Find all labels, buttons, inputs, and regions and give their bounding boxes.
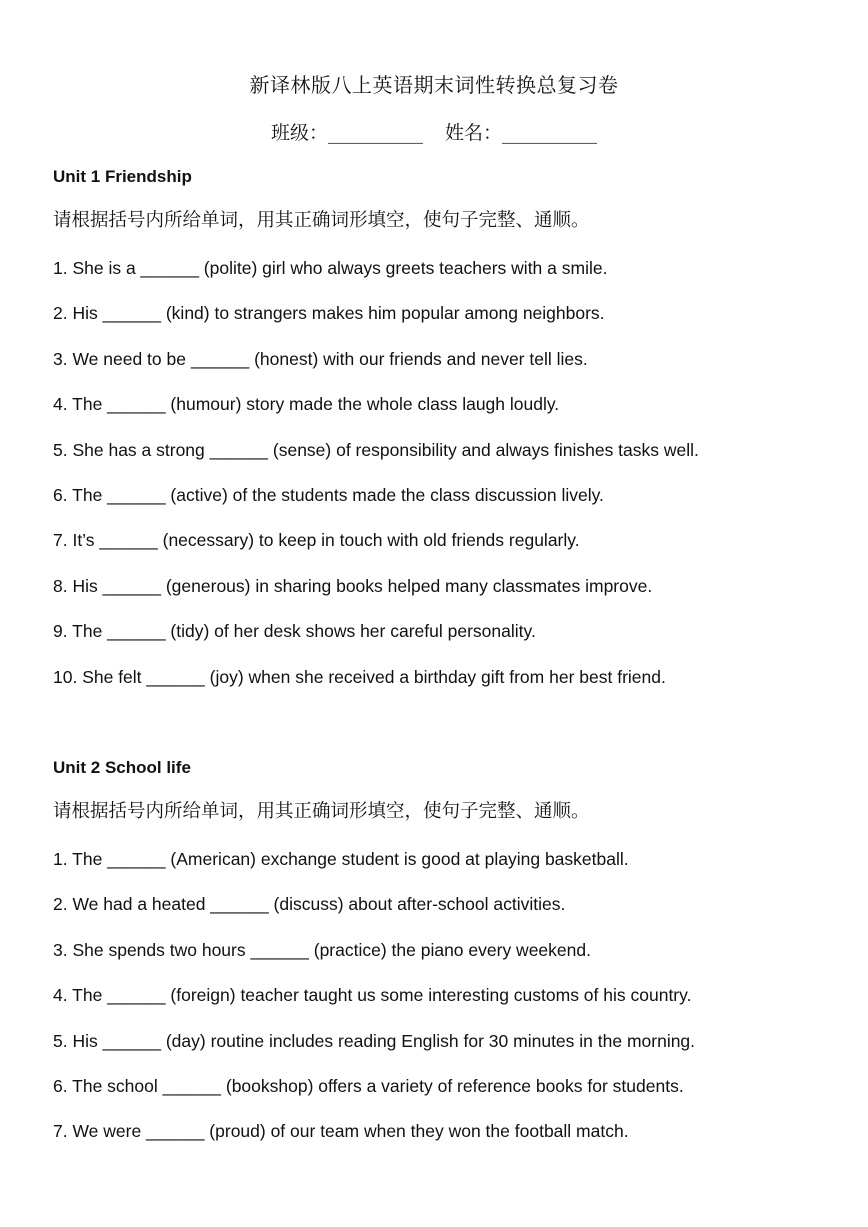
question-item: 1. The ______ (American) exchange student is good at playing basketball. — [53, 849, 629, 869]
question-item: 9. The ______ (tidy) of her desk shows her careful personality. — [53, 621, 536, 642]
question-item: 6. The school ______ (bookshop) offers a variety of reference books for students. — [53, 1075, 684, 1096]
question-item: 1. She is a ______ (polite) girl who always greets teachers with a smile. — [53, 258, 608, 278]
question-item: 8. His ______ (generous) in sharing books helped many classmates improve. — [53, 575, 653, 596]
question-item: 5. She has a strong ______ (sense) of responsibility and always finishes tasks well. — [53, 439, 699, 460]
question-item: 3. She spends two hours ______ (practice) the piano every weekend. — [53, 939, 591, 960]
name-blank: __________ — [502, 122, 598, 144]
unit-1-instruction: 请根据括号内所给单词，用其正确词形填空，使句子完整、通顺。 — [53, 210, 590, 231]
question-item: 6. The ______ (active) of the students made the class discussion lively. — [53, 484, 604, 505]
question-item: 5. His ______ (day) routine includes reading English for 30 minutes in the morning. — [53, 1030, 696, 1051]
unit-2-heading: Unit 2 School life — [53, 758, 191, 777]
unit-2-instruction: 请根据括号内所给单词，用其正确词形填空，使句子完整、通顺。 — [53, 801, 590, 822]
unit-1-question-list — [53, 254, 699, 708]
question-item: 2. His ______ (kind) to strangers makes him popular among neighbors. — [53, 303, 605, 324]
question-item: 3. We need to be ______ (honest) with our friends and never tell lies. — [53, 348, 588, 369]
page-title: 新译林版八上英语期末词性转换总复习卷 — [249, 73, 619, 97]
class-label: 班级： — [270, 122, 328, 144]
name-label: 姓名： — [445, 122, 503, 144]
unit-2-question-list — [53, 845, 695, 1163]
unit-1-heading: Unit 1 Friendship — [53, 167, 192, 186]
question-item: 10. She felt ______ (joy) when she received a birthday gift from her best friend. — [53, 666, 666, 687]
question-item: 7. It’s ______ (necessary) to keep in touch with old friends regularly. — [53, 530, 580, 551]
class-blank: __________ — [328, 122, 423, 144]
student-info-line — [0, 118, 868, 148]
question-item: 7. We were ______ (proud) of our team when they won the football match. — [53, 1121, 629, 1142]
question-item: 4. The ______ (foreign) teacher taught us some interesting customs of his country. — [53, 985, 692, 1006]
question-item: 4. The ______ (humour) story made the whole class laugh loudly. — [53, 394, 560, 415]
question-item: 2. We had a heated ______ (discuss) about after-school activities. — [53, 894, 566, 915]
